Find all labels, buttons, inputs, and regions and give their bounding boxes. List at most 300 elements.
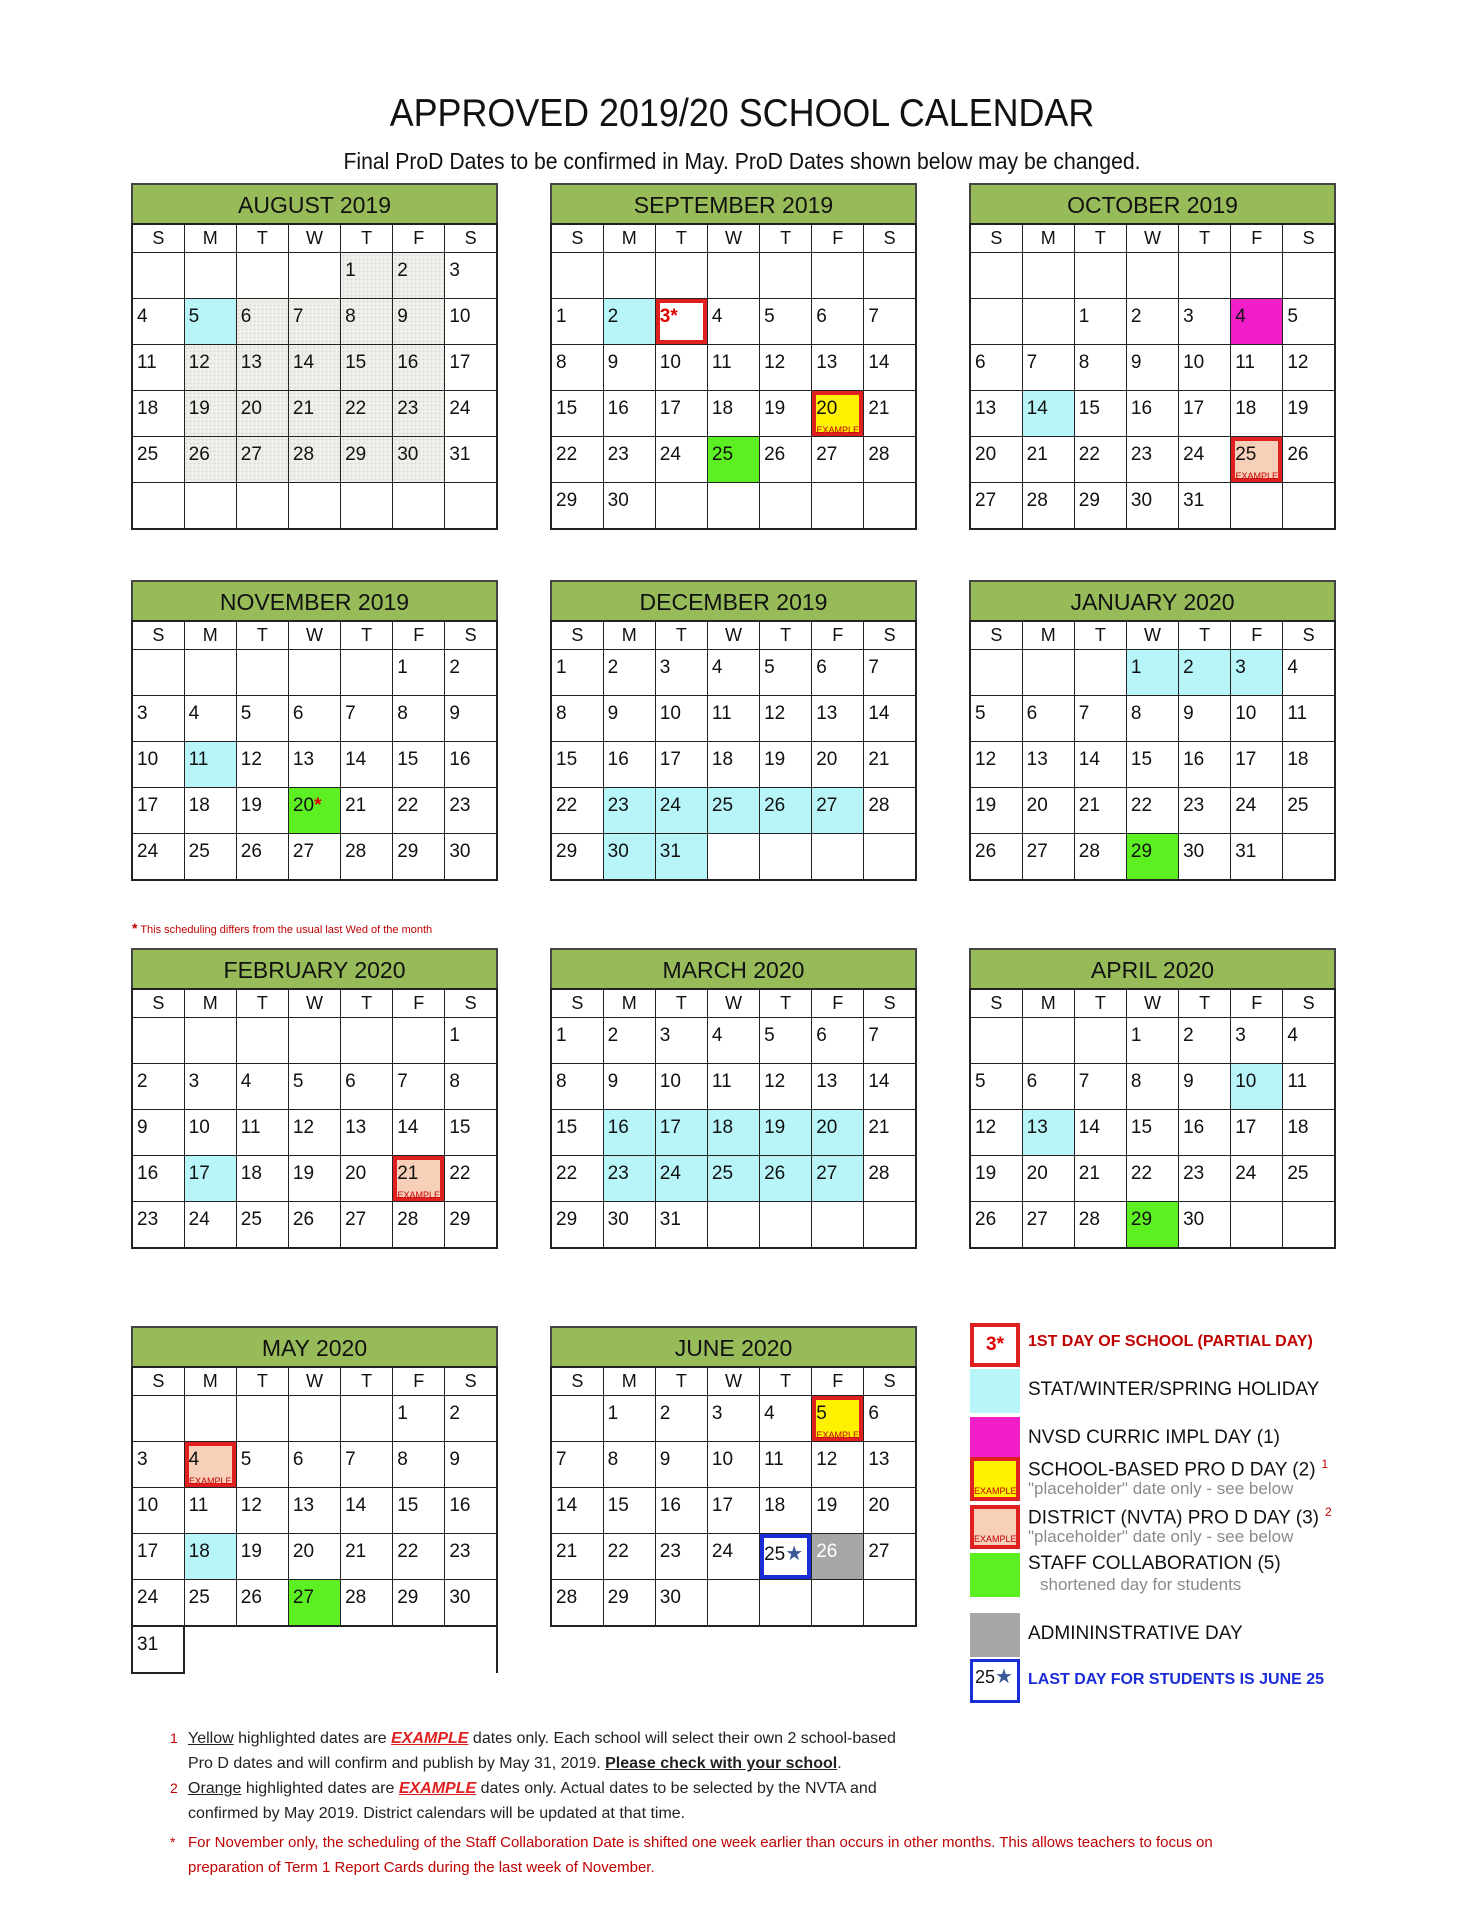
day-cell (812, 299, 864, 345)
legend-footnote-ref: 2 (1325, 1505, 1332, 1519)
day-cell (236, 1534, 288, 1580)
day-number: 12 (292, 1117, 315, 1138)
day-number: 9 (659, 1449, 671, 1470)
day-number: 2 (607, 657, 619, 678)
day-cell (707, 1580, 759, 1627)
day-number: 16 (607, 398, 629, 419)
legend-footnote-ref: 1 (1321, 1457, 1329, 1471)
day-cell (760, 1534, 812, 1580)
day-number: 15 (556, 1117, 578, 1138)
legend-swatch (970, 1417, 1020, 1461)
day-cell (445, 742, 497, 788)
day-cell (132, 742, 184, 788)
legend-label (1028, 1379, 1319, 1401)
day-number: 6 (292, 703, 304, 724)
day-number: 16 (449, 1495, 471, 1516)
day-cell (341, 1488, 393, 1534)
day-number: 19 (764, 749, 786, 770)
day-cell (864, 437, 916, 483)
day-number: 30 (659, 1587, 681, 1608)
day-cell (551, 1064, 603, 1110)
day-number: 22 (1078, 444, 1100, 465)
day-number: 14 (345, 1495, 367, 1516)
day-cell (655, 391, 707, 437)
day-cell (132, 1202, 184, 1249)
day-cell (655, 1018, 707, 1064)
day-cell (1283, 299, 1335, 345)
day-number: 21 (345, 795, 367, 816)
day-cell (1022, 1202, 1074, 1249)
week-row (970, 1156, 1335, 1202)
day-number: 9 (607, 352, 619, 373)
day-cell (760, 299, 812, 345)
day-number: 23 (137, 1209, 159, 1230)
day-number: 8 (556, 703, 567, 724)
day-number: 3 (188, 1071, 200, 1092)
day-cell (812, 1534, 864, 1580)
day-number: 24 (659, 1163, 681, 1184)
legend-label-text: LAST DAY FOR STUDENTS IS JUNE 25 (1028, 1671, 1325, 1688)
weekday-header: T (341, 989, 393, 1018)
day-cell (655, 1488, 707, 1534)
day-number: 11 (764, 1449, 784, 1470)
day-number: 19 (240, 795, 262, 816)
day-cell (288, 788, 340, 834)
day-number: 20 (975, 444, 997, 465)
day-cell (603, 1396, 655, 1442)
weekday-header: W (288, 621, 340, 650)
footnote-text: . (837, 1755, 842, 1772)
month-table (131, 223, 498, 530)
legend-item-admin (970, 1613, 1390, 1659)
weekday-header: T (760, 224, 812, 253)
day-cell (1283, 483, 1335, 530)
day-number: 27 (1026, 1209, 1048, 1230)
day-number: 2 (397, 260, 408, 281)
week-row (970, 696, 1335, 742)
month-table (131, 988, 498, 1249)
day-cell (551, 1202, 603, 1249)
day-number: 5 (1287, 306, 1298, 327)
day-cell (970, 834, 1022, 881)
day-cell (1231, 1110, 1283, 1156)
day-number: 27 (292, 841, 315, 862)
day-cell (655, 1580, 707, 1627)
day-number: 22 (607, 1541, 629, 1562)
day-number: 1 (449, 1025, 460, 1046)
day-number: 8 (607, 1449, 619, 1470)
week-row (132, 299, 497, 345)
day-number: 4 (188, 703, 200, 724)
day-cell (184, 1396, 236, 1442)
weekday-header: S (132, 224, 184, 253)
day-number: 6 (1026, 703, 1038, 724)
day-cell (1231, 696, 1283, 742)
day-cell (970, 1156, 1022, 1202)
day-number: 7 (556, 1449, 567, 1470)
day-number: 11 (188, 1495, 209, 1516)
day-number: 25 (1235, 444, 1257, 465)
week-row (132, 1156, 497, 1202)
day-cell (655, 834, 707, 881)
day-cell (707, 650, 759, 696)
day-cell (1126, 696, 1178, 742)
day-number: 3 (659, 1025, 671, 1046)
day-cell (864, 1110, 916, 1156)
day-cell (1231, 437, 1283, 483)
day-cell (1231, 391, 1283, 437)
day-cell (707, 483, 759, 530)
day-cell (1283, 345, 1335, 391)
day-cell (864, 391, 916, 437)
day-cell (132, 1626, 184, 1673)
week-row (970, 345, 1335, 391)
day-number: 1 (607, 1403, 619, 1424)
day-number: 20 (345, 1163, 367, 1184)
day-number: 26 (764, 1163, 786, 1184)
day-number: 18 (1287, 1117, 1309, 1138)
week-row (970, 483, 1335, 530)
day-cell (288, 483, 340, 530)
day-number: 26 (188, 444, 210, 465)
day-number: 31 (659, 1209, 681, 1230)
day-cell (341, 650, 393, 696)
day-number: 11 (711, 1071, 732, 1092)
day-cell (707, 299, 759, 345)
day-number: 6 (868, 1403, 879, 1424)
day-number: 29 (607, 1587, 629, 1608)
day-number: 9 (1130, 352, 1142, 373)
day-cell (1283, 834, 1335, 881)
day-cell (132, 437, 184, 483)
day-number: 13 (345, 1117, 367, 1138)
month-table (550, 620, 917, 881)
month-august-2019 (131, 183, 498, 530)
day-number: 8 (397, 1449, 408, 1470)
weekday-header: S (864, 621, 916, 650)
month-title: NOVEMBER 2019 (131, 580, 498, 620)
day-number: 15 (1078, 398, 1100, 419)
example-label: EXAMPLE (1235, 471, 1279, 481)
legend-swatch (970, 1613, 1020, 1657)
day-cell (551, 253, 603, 299)
day-number: 13 (816, 703, 838, 724)
weekday-header: S (551, 224, 603, 253)
day-cell (184, 696, 236, 742)
day-number: 1 (345, 260, 356, 281)
day-cell (603, 1156, 655, 1202)
day-cell (760, 1488, 812, 1534)
day-cell (445, 1580, 497, 1627)
day-cell (812, 650, 864, 696)
day-cell (812, 345, 864, 391)
day-cell (1022, 788, 1074, 834)
legend-label-text: DISTRICT (NVTA) PRO D DAY (3) (1028, 1507, 1320, 1529)
day-number: 30 (607, 841, 629, 862)
day-number: 24 (659, 444, 681, 465)
day-cell (184, 1064, 236, 1110)
day-cell (1179, 696, 1231, 742)
day-cell (707, 788, 759, 834)
day-number: 10 (711, 1449, 734, 1470)
week-row (551, 788, 916, 834)
day-cell (970, 650, 1022, 696)
day-cell (970, 1110, 1022, 1156)
day-cell (184, 1580, 236, 1627)
day-cell (707, 696, 759, 742)
month-may-2020 (131, 1326, 498, 1674)
day-number: 6 (240, 306, 252, 327)
day-cell (341, 391, 393, 437)
day-cell (236, 483, 288, 530)
day-cell (341, 1018, 393, 1064)
day-number: 12 (764, 703, 786, 724)
week-row (551, 1110, 916, 1156)
day-number: 22 (397, 795, 419, 816)
month-table (131, 620, 498, 881)
day-cell (393, 834, 445, 881)
day-cell (655, 345, 707, 391)
day-number: 25 (711, 1163, 734, 1184)
day-number: 21 (292, 398, 315, 419)
day-number: 17 (659, 749, 681, 770)
week-row (551, 253, 916, 299)
day-number: 16 (397, 352, 419, 373)
day-number: 25 (188, 841, 210, 862)
day-number: 8 (1130, 1071, 1142, 1092)
week-row (970, 299, 1335, 345)
day-cell (970, 1064, 1022, 1110)
day-number: 14 (1078, 749, 1100, 770)
day-cell (603, 299, 655, 345)
day-number: 24 (137, 1587, 159, 1608)
day-number: 31 (449, 444, 471, 465)
day-number: 5 (188, 306, 200, 327)
day-cell (1022, 437, 1074, 483)
day-cell (551, 483, 603, 530)
footnote-text: confirmed by May 2019. District calendars will be updated at that time. (188, 1805, 686, 1822)
day-cell (603, 345, 655, 391)
week-row (551, 391, 916, 437)
day-number: 27 (292, 1587, 315, 1608)
day-cell (551, 834, 603, 881)
day-cell (288, 345, 340, 391)
day-number: 8 (345, 306, 356, 327)
day-number: 10 (449, 306, 471, 327)
day-cell (707, 1396, 759, 1442)
weekday-header: T (236, 224, 288, 253)
day-cell (1231, 650, 1283, 696)
day-cell (655, 437, 707, 483)
weekday-header: S (864, 224, 916, 253)
day-number: 14 (1078, 1117, 1100, 1138)
day-number: 20 (868, 1495, 890, 1516)
day-cell (184, 788, 236, 834)
day-number: 7 (397, 1071, 408, 1092)
day-number: 16 (1183, 1117, 1205, 1138)
day-number: 7 (868, 657, 879, 678)
day-cell (1179, 253, 1231, 299)
day-number: 29 (1130, 1209, 1153, 1230)
day-number: 5 (975, 1071, 986, 1092)
day-number: 26 (764, 444, 786, 465)
day-cell (1022, 1156, 1074, 1202)
day-cell (288, 1580, 340, 1627)
day-cell (1074, 834, 1126, 881)
day-cell (341, 1110, 393, 1156)
day-cell (970, 299, 1022, 345)
day-cell (1074, 391, 1126, 437)
day-cell (603, 391, 655, 437)
day-number: 22 (1130, 1163, 1153, 1184)
day-number: 29 (397, 1587, 419, 1608)
day-cell (1074, 345, 1126, 391)
day-cell (1283, 1156, 1335, 1202)
day-cell (341, 1442, 393, 1488)
day-cell (445, 1442, 497, 1488)
week-row (551, 834, 916, 881)
day-number: 30 (449, 1587, 471, 1608)
weekday-header: M (603, 224, 655, 253)
week-row (551, 1442, 916, 1488)
day-number: 9 (607, 703, 619, 724)
day-number: 29 (556, 841, 578, 862)
day-cell (341, 1156, 393, 1202)
day-cell (970, 345, 1022, 391)
day-cell (970, 253, 1022, 299)
day-cell (707, 391, 759, 437)
day-number: 28 (345, 1587, 367, 1608)
day-number: 14 (292, 352, 315, 373)
day-number: 26 (764, 795, 786, 816)
day-cell (132, 483, 184, 530)
day-cell (1022, 391, 1074, 437)
day-cell (1179, 1202, 1231, 1249)
weekday-header: T (236, 621, 288, 650)
day-number: 29 (556, 490, 578, 511)
week-row (132, 788, 497, 834)
day-number: 28 (345, 841, 367, 862)
day-number: 5 (816, 1403, 827, 1424)
day-number: 30 (1183, 1209, 1205, 1230)
day-number: 7 (868, 306, 879, 327)
week-row (132, 1534, 497, 1580)
day-cell (1022, 1018, 1074, 1064)
day-number: 5 (975, 703, 986, 724)
day-cell (288, 1064, 340, 1110)
weekday-header: T (1179, 621, 1231, 650)
day-cell (1022, 1110, 1074, 1156)
weekday-header: S (551, 989, 603, 1018)
day-number: 10 (1235, 703, 1257, 724)
day-number: 4 (711, 1025, 723, 1046)
day-cell (1179, 788, 1231, 834)
footnote-text: dates only. Each school will select their own 2 school-based (468, 1730, 896, 1747)
week-row (132, 1110, 497, 1156)
day-number: 23 (449, 1541, 471, 1562)
day-cell (812, 1488, 864, 1534)
day-cell (603, 1202, 655, 1249)
day-cell (551, 650, 603, 696)
week-row (551, 1156, 916, 1202)
day-cell (236, 391, 288, 437)
weekday-header: S (551, 621, 603, 650)
day-number: 21 (556, 1541, 578, 1562)
day-number: 4 (711, 306, 723, 327)
day-cell (603, 742, 655, 788)
day-cell (864, 1018, 916, 1064)
day-number: 12 (975, 1117, 997, 1138)
day-cell (445, 1396, 497, 1442)
day-cell (1283, 1018, 1335, 1064)
day-number: 6 (816, 657, 827, 678)
weekday-header: T (1074, 989, 1126, 1018)
day-cell (341, 834, 393, 881)
day-cell (1074, 788, 1126, 834)
day-number: 23 (1183, 795, 1205, 816)
day-number: 28 (868, 1163, 890, 1184)
day-number: 25 (711, 444, 734, 465)
weekday-header: T (236, 1367, 288, 1396)
day-number: 9 (449, 703, 460, 724)
day-number: 2 (659, 1403, 671, 1424)
day-number: 10 (659, 1071, 681, 1092)
day-number: 14 (868, 352, 890, 373)
weekday-header: W (707, 224, 759, 253)
day-cell (184, 1110, 236, 1156)
weekday-header: F (1231, 989, 1283, 1018)
week-row (970, 1110, 1335, 1156)
day-cell (288, 1396, 340, 1442)
legend-label (1028, 1427, 1280, 1449)
day-number: 11 (711, 352, 732, 373)
day-number: 7 (345, 1449, 356, 1470)
day-number: 9 (137, 1117, 148, 1138)
week-row (132, 650, 497, 696)
day-cell (655, 1534, 707, 1580)
day-cell (655, 253, 707, 299)
day-cell (393, 1396, 445, 1442)
day-cell (970, 437, 1022, 483)
day-cell (603, 1018, 655, 1064)
day-cell (1126, 1018, 1178, 1064)
day-cell (603, 1534, 655, 1580)
day-number: 1 (556, 306, 567, 327)
weekday-header: F (393, 1367, 445, 1396)
day-number: 26 (292, 1209, 315, 1230)
day-number: 9 (449, 1449, 460, 1470)
legend-item-last (970, 1659, 1390, 1705)
day-number: 7 (292, 306, 304, 327)
day-cell (1074, 1156, 1126, 1202)
day-cell (132, 253, 184, 299)
day-cell (864, 1580, 916, 1627)
day-number: 1 (556, 1025, 567, 1046)
day-number: 5 (240, 1449, 252, 1470)
day-cell (236, 742, 288, 788)
day-number: 2 (607, 306, 619, 327)
weekday-header: F (1231, 224, 1283, 253)
month-table (131, 1366, 498, 1674)
week-row (551, 1396, 916, 1442)
week-row (132, 391, 497, 437)
day-number: 29 (556, 1209, 578, 1230)
day-number: 8 (397, 703, 408, 724)
day-number: 6 (816, 1025, 827, 1046)
day-cell (864, 834, 916, 881)
day-cell (1179, 345, 1231, 391)
day-cell (1283, 253, 1335, 299)
